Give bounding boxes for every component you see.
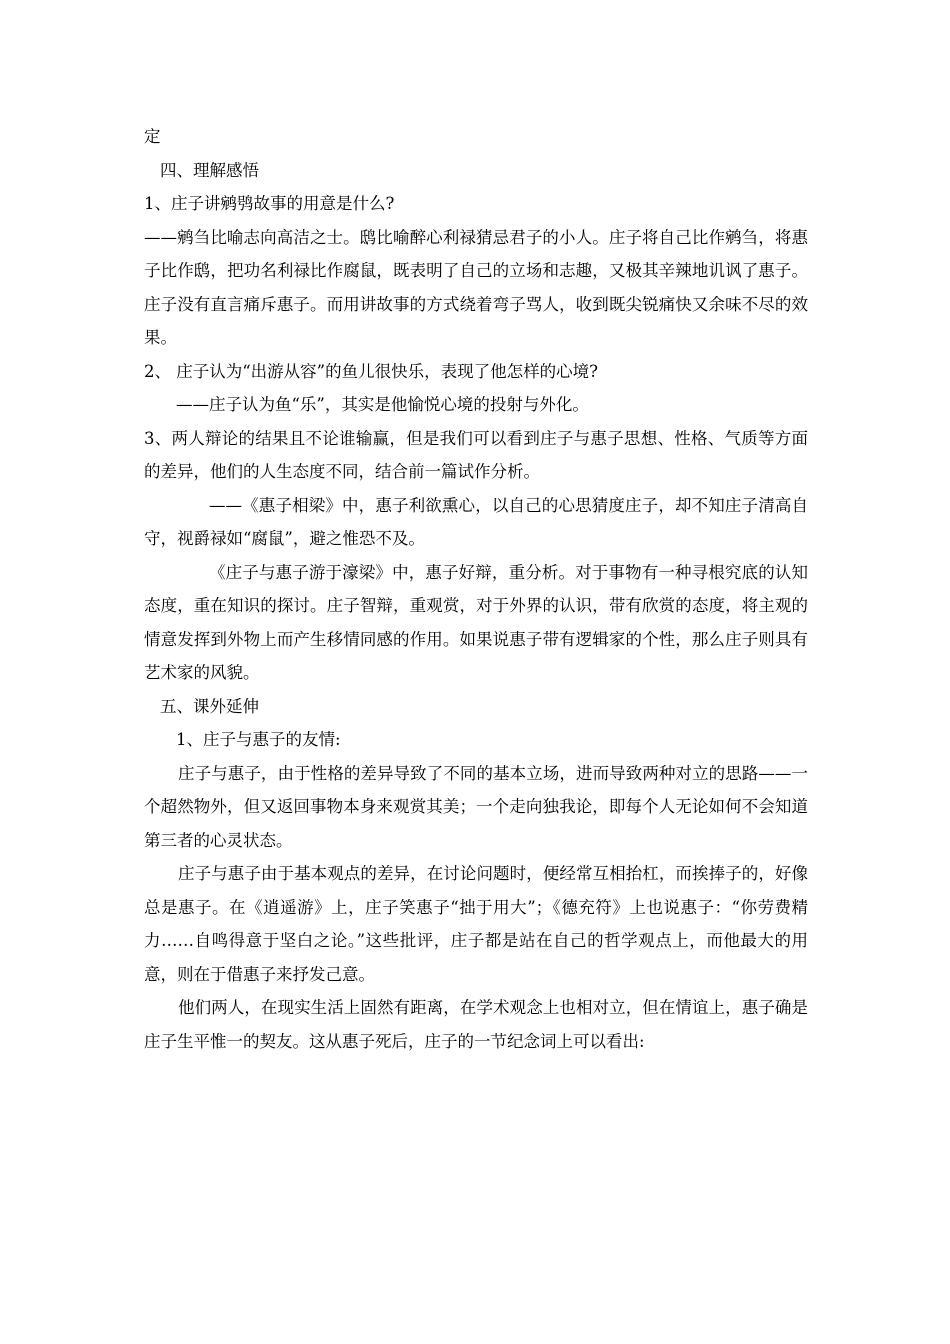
answer-1: ——鹓刍比喻志向高洁之士。鸱比喻醉心利禄猜忌君子的小人。庄子将自己比作鹓刍，将惠子比作鸱，把功名利禄比作腐鼠，既表明了自己的立场和志趣，又极其辛辣地讥讽了惠子。庄子没有直言痛斥惠子。而用讲故事的方式绕着弯子骂人，收到既尖锐痛快又余味不尽的效果。 <box>144 227 808 347</box>
answer-2: ——庄子认为鱼“乐”，其实是他愉悦心境的投射与外化。 <box>176 395 589 414</box>
subheading-friendship: 1、庄子与惠子的友情: <box>176 730 341 749</box>
section-heading-four: 四、理解感悟 <box>160 160 259 180</box>
answer-3-part-1: ——《惠子相梁》中，惠子利欲熏心，以自己的心思猜度庄子，却不知庄子清高自守，视爵禄如“腐鼠”，避之惟恐不及。 <box>144 495 808 548</box>
friendship-paragraph-3: 他们两人，在现实生活上固然有距离，在学术观念上也相对立，但在情谊上，惠子确是庄子生平惟一的契友。这从惠子死后，庄子的一节纪念词上可以看出: <box>144 998 808 1051</box>
friendship-paragraph-2: 庄子与惠子由于基本观点的差异，在讨论问题时，便经常互相抬杠，而挨捧子的，好像总是惠子。在《逍遥游》上，庄子笑惠子“拙于用大”；《德充符》上也说惠子：“你劳费精力……自鸣得意于坚白之论。”这些批评，庄子都是站在自己的哲学观点上，而他最大的用意，则在于借惠子来抒发己意。 <box>144 864 808 984</box>
question-3: 3、两人辩论的结果且不论谁输赢，但是我们可以看到庄子与惠子思想、性格、气质等方面的差异，他们的人生态度不同，结合前一篇试作分析。 <box>144 428 808 481</box>
document-body <box>144 120 808 1058</box>
answer-3-part-2: 《庄子与惠子游于濠梁》中，惠子好辩，重分析。对于事物有一种寻根究底的认知态度，重在知识的探讨。庄子智辩，重观赏，对于外界的认识，带有欣赏的态度，将主观的情意发挥到外物上而产生移情同感的作用。如果说惠子带有逻辑家的个性，那么庄子则具有艺术家的风貌。 <box>144 562 808 682</box>
question-2: 2、 庄子认为“出游从容”的鱼儿很快乐，表现了他怎样的心境? <box>144 361 598 381</box>
question-1: 1、庄子讲鹓鸮故事的用意是什么? <box>144 194 395 213</box>
friendship-paragraph-1: 庄子与惠子，由于性格的差异导致了不同的基本立场，进而导致两种对立的思路——一个超然物外，但又返回事物本身来观赏其美；一个走向独我论，即每个人无论如何不会知道第三者的心灵状态。 <box>144 763 808 850</box>
paragraph-continuation: 定 <box>144 127 161 146</box>
section-heading-five: 五、课外延伸 <box>160 696 259 716</box>
